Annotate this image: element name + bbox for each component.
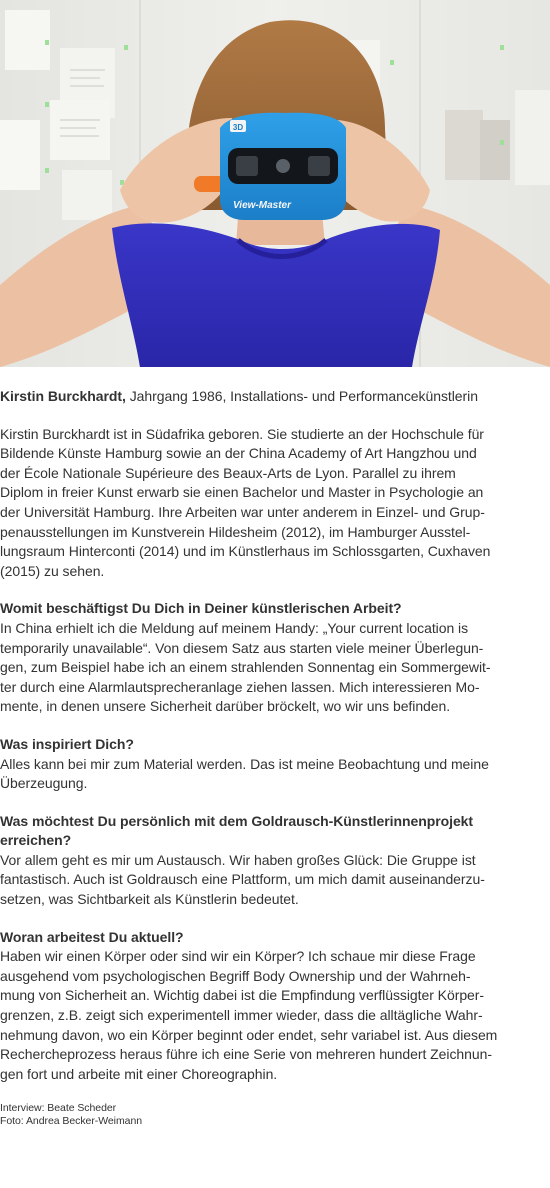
viewer-brand: View-Master — [233, 200, 291, 211]
credits — [0, 1102, 542, 1127]
text-line: fantastisch. Auch ist Goldrausch eine Plattform, um mich damit auseinanderzu- — [0, 871, 485, 888]
text-line: Rechercheprozess heraus führe ich eine Serie von mehreren hundert Zeichnun- — [0, 1046, 492, 1063]
interview-question — [0, 599, 542, 619]
interview-answer — [0, 851, 542, 910]
text-line: Überzeugung. — [0, 775, 88, 792]
artist-bio — [0, 425, 542, 582]
text-line: In China erhielt ich die Meldung auf meinem Handy: „Your current location is — [0, 619, 469, 636]
text-line: Bildende Künste Hamburg sowie an der China Academy of Art Hangzhou und — [0, 445, 477, 462]
text-line: lungsraum Hinterconti (2014) und im Künstlerhaus im Schlossgarten, Cuxhaven — [0, 543, 491, 560]
interview-question — [0, 735, 542, 755]
photo-credit: Foto: Andrea Becker-Weimann — [0, 1115, 143, 1127]
interview — [0, 599, 542, 1084]
artist-name: Kirstin Burckhardt, — [0, 388, 126, 404]
text-line: erreichen? — [0, 832, 72, 849]
interview-credit: Interview: Beate Scheder — [0, 1102, 117, 1115]
text-line: ausgehend vom psychologischen Begriff Body Ownership und der Wahrneh- — [0, 967, 471, 984]
text-line: ter durch eine Alarmlautsprecheranlage ziehen lassen. Mich interessieren Mo- — [0, 678, 480, 695]
artist-details: Jahrgang 1986, Installations- und Performancekünstlerin — [125, 388, 478, 404]
text-line: Alles kann bei mir zum Material werden. Das ist meine Beobachtung und meine — [0, 755, 489, 772]
text-line: mente, in denen unsere Sicherheit darüber bröckelt, wo wir uns befinden. — [0, 698, 451, 715]
text-line: setzen, was Sichtbarkeit als Künstlerin bedeutet. — [0, 891, 299, 908]
artist-photo — [0, 0, 550, 367]
text-line: temporarily unavailable“. Von diesem Satz aus starten viele meiner Überlegun- — [0, 639, 484, 656]
photo-illustration — [0, 0, 550, 367]
text-line: Was inspiriert Dich? — [0, 735, 134, 752]
view-master-viewer — [220, 113, 346, 220]
text-line: gen, zum Beispiel habe ich an einem strahlenden Sonnentag ein Sommergewit- — [0, 659, 491, 676]
interview-answer — [0, 755, 542, 794]
artist-intro — [0, 387, 542, 407]
text-line: Kirstin Burckhardt ist in Südafrika geboren. Sie studierte an der Hochschule für — [0, 425, 484, 442]
text-line: Womit beschäftigst Du Dich in Deiner künstlerischen Arbeit? — [0, 600, 402, 617]
text-line: Diplom in freier Kunst erwarb sie einen Bachelor und Master in Psychologie an — [0, 484, 484, 501]
text-line: Vor allem geht es mir um Austausch. Wir haben großes Glück: Die Gruppe ist — [0, 851, 476, 868]
text-line: nehmung davon, wo ein Körper beginnt oder endet, sehr variabel ist. Aus diesem — [0, 1026, 498, 1043]
text-line: (2015) zu sehen. — [0, 562, 105, 579]
text-line: grenzen, z.B. zeigt sich experimentell immer wieder, dass die alltägliche Wahr- — [0, 1007, 483, 1024]
text-line: penausstellungen im Kunstverein Hildesheim (2012), im Hamburger Ausstel- — [0, 523, 471, 540]
text-line: der Universität Hamburg. Ihre Arbeiten war unter anderem in Einzel- und Grup- — [0, 503, 485, 520]
interview-question — [0, 928, 542, 948]
text-line: Haben wir einen Körper oder sind wir ein Körper? Ich schaue mir diese Frage — [0, 948, 476, 965]
interview-answer — [0, 619, 542, 717]
text-line: Was möchtest Du persönlich mit dem Goldrausch-Künstlerinnenprojekt — [0, 812, 474, 829]
interview-answer — [0, 947, 542, 1084]
text-line: gen fort und arbeite mit einer Choreographin. — [0, 1065, 278, 1082]
text-line: Woran arbeitest Du aktuell? — [0, 928, 184, 945]
interview-question — [0, 812, 542, 851]
article-body — [0, 367, 542, 1128]
viewer-badge: 3D — [232, 123, 244, 132]
text-line: mung von Sicherheit an. Wichtig dabei ist die Empfindung verflüssigter Körper- — [0, 987, 485, 1004]
text-line: der École Nationale Supérieure des Beaux-Arts de Lyon. Parallel zu ihrem — [0, 464, 456, 481]
